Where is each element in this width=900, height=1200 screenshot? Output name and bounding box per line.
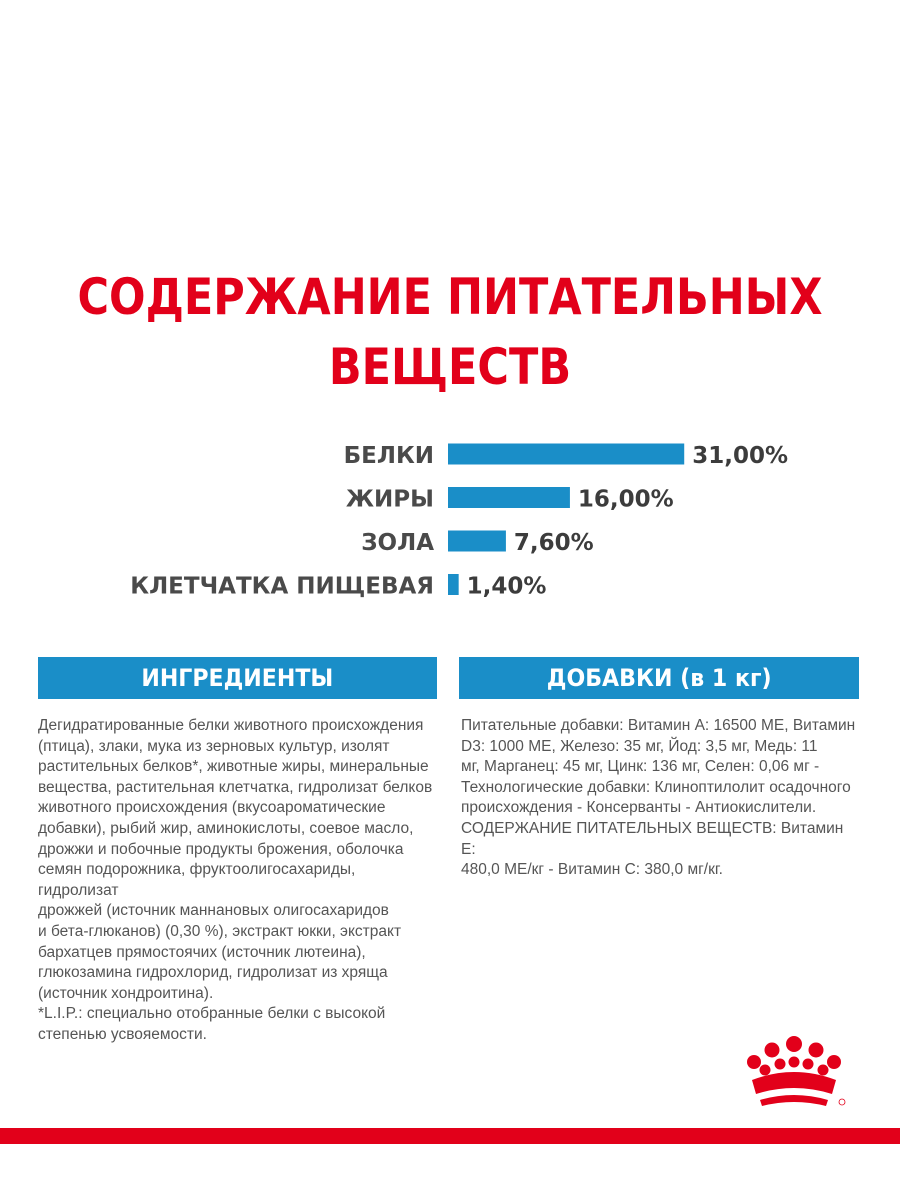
bar <box>448 574 459 595</box>
royal-crown-icon <box>738 1036 850 1110</box>
bar-value-label: 16,00% <box>577 486 674 513</box>
ingredients-text: Дегидратированные белки животного происхождения (птица), злаки, мука из зерновых культур, изолят растительных белков*, животные жиры, минеральные вещества, растительная клетчатка, гидролизат белков животного происхождения (вкусоароматические добавки), рыбий жир, аминокислоты, соевое масло, дрожжи и побочные продукты брожения, оболочка семян подорожника, фруктоолигосахариды, гидролизат дрожжей (источник маннановых олигосахаридов и бета-глюканов) (0,30 %), экстракт юкки, экстракт бархатцев прямостоячих (источник лютеина), глюкозамина гидрохлорид, гидролизат из хряща (источник хондроитина). *L.I.P.: специально отобранные белки с высокой степенью усвояемости. <box>38 717 433 1043</box>
bar-category-label: ЗОЛА <box>361 530 434 556</box>
ingredients-header-label: ИНГРЕДИЕНТЫ <box>141 664 334 692</box>
additives-header-label: ДОБАВКИ (в 1 кг) <box>546 664 772 692</box>
bar-category-label: БЕЛКИ <box>343 443 434 469</box>
page-title-line-1: СОДЕРЖАНИЕ ПИТАТЕЛЬНЫХ <box>77 268 823 326</box>
bar <box>448 531 506 552</box>
bar <box>448 487 570 508</box>
bottom-stripe <box>0 1128 900 1144</box>
bar-value-label: 7,60% <box>513 530 594 556</box>
additives-header <box>459 657 859 699</box>
bar-value-label: 31,00% <box>692 443 789 469</box>
bar-category-label: КЛЕТЧАТКА ПИЩЕВАЯ <box>130 573 434 600</box>
bar-category-label: ЖИРЫ <box>345 486 434 513</box>
nutrient-bar-chart <box>0 430 900 610</box>
page-title-line-2: ВЕЩЕСТВ <box>328 338 572 396</box>
additives-text: Питательные добавки: Витамин А: 16500 МЕ, Витамин D3: 1000 МЕ, Железо: 35 мг, Йод: 3,5 мг, Медь: 11 мг, Марганец: 45 мг, Цинк: 136 мг, Селен: 0,06 мг - Технологические добавки: Клинοптилолит осадочного происхождения - Консерванты - Антиокислители. СОДЕРЖАНИЕ ПИТАТЕЛЬНЫХ ВЕЩЕСТВ: Витамин Е: 480,0 МЕ/кг - Витамин С: 380,0 мг/кг. <box>461 717 856 879</box>
bar <box>448 444 684 465</box>
page-title <box>63 262 837 402</box>
ingredients-header <box>38 657 437 699</box>
bar-value-label: 1,40% <box>466 573 547 600</box>
